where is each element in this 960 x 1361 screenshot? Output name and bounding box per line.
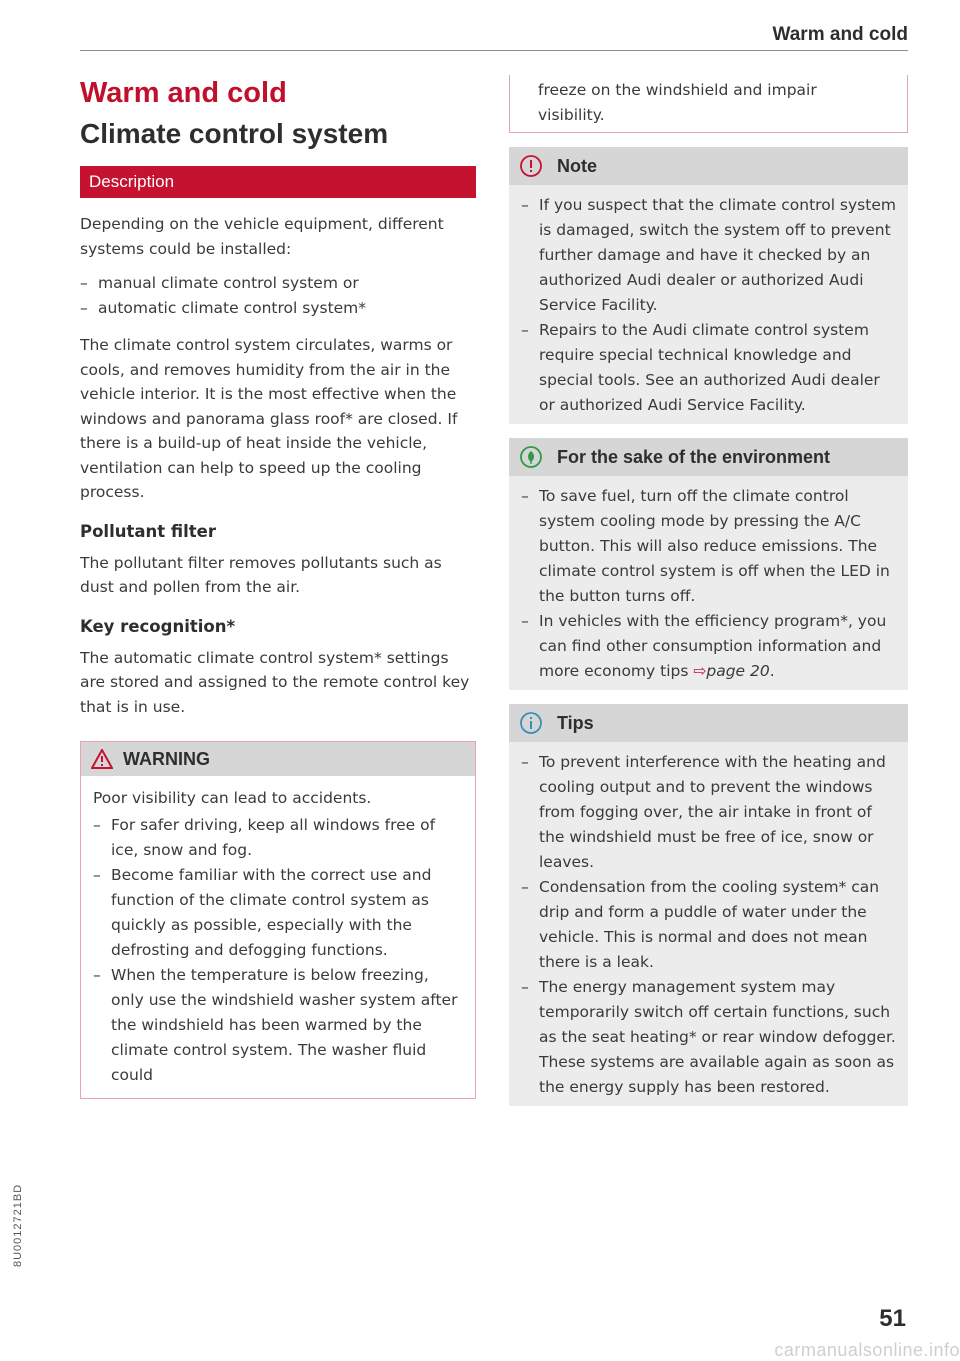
pollutant-text: The pollutant filter removes pollutants such as dust and pollen from the air. <box>80 553 442 596</box>
list-item: – To save fuel, turn off the climate control system cooling mode by pressing the A/C button. This will also reduce emissions. The climate control system is off when the LED in the button turns off. <box>521 484 896 609</box>
key-text: The automatic climate control system* settings are stored and assigned to the remote control key that is in use. <box>80 648 470 716</box>
environment-header <box>509 438 908 476</box>
note-box <box>509 147 908 424</box>
environment-box <box>509 438 908 690</box>
watermark: carmanualsonline.info <box>774 1340 960 1360</box>
description-bar: Description <box>80 166 476 198</box>
header-rule <box>80 50 908 51</box>
list-item <box>521 609 896 684</box>
page-reference-link[interactable]: page 20 <box>706 662 770 680</box>
list-item: – Repairs to the Audi climate control system require special technical knowledge and special tools. See an authorized Audi dealer or authorized Audi Service Facility. <box>521 318 896 418</box>
chapter-title: Warm and cold <box>80 77 287 109</box>
list-item: – automatic climate control system* <box>80 296 476 321</box>
warning-lead: Poor visibility can lead to accidents. <box>93 789 372 807</box>
intro-text: Depending on the vehicle equipment, different systems could be installed: <box>80 215 444 258</box>
environment-leaf-icon <box>519 445 543 469</box>
environment-title: For the sake of the environment <box>557 446 831 467</box>
tips-header <box>509 704 908 742</box>
environment-list <box>521 484 896 684</box>
warning-title: WARNING <box>123 748 210 769</box>
list-item-text: In vehicles with the efficiency program*, you can find other consumption information and more economy tips <box>539 612 887 680</box>
note-list <box>521 193 896 418</box>
list-item: – The energy management system may temporarily switch off certain functions, such as the seat heating* or rear window defogger. These systems are available again as soon as the energy supply has been restored. <box>521 975 896 1100</box>
list-item: – Condensation from the cooling system* can drip and form a puddle of water under the vehicle. This is normal and does not mean there is a leak. <box>521 875 896 975</box>
info-circle-icon <box>519 711 543 735</box>
warning-list <box>93 813 463 1088</box>
list-item: – manual climate control system or <box>80 271 476 296</box>
list-item: – Become familiar with the correct use and function of the climate control system as quickly as possible, especially with the defrosting and defogging functions. <box>93 863 463 963</box>
key-heading: Key recognition* <box>80 616 236 636</box>
document-code: 8U0012721BD <box>12 1183 24 1267</box>
exclamation-circle-icon <box>519 154 543 178</box>
running-header: Warm and cold <box>772 24 908 45</box>
left-column <box>80 70 476 1099</box>
section-title: Climate control system <box>80 118 389 149</box>
warning-body <box>81 776 475 1098</box>
tips-body <box>509 742 908 1106</box>
body-text: The climate control system circulates, warms or cools, and removes humidity from the air in the vehicle interior. It is the most effective when the windows and panorama glass roof* are closed. If there is a build-up of heat inside the vehicle, ventilation can help to speed up the cooling process. <box>80 336 458 501</box>
page-number: 51 <box>879 1305 906 1332</box>
list-item: – When the temperature is below freezing, only use the windshield washer system after the windshield has been warmed by the climate control system. The washer fluid could <box>93 963 463 1088</box>
tips-list <box>521 750 896 1100</box>
right-column <box>509 75 908 1106</box>
warning-continued <box>509 75 908 133</box>
reference-arrow: ⇨ <box>693 662 707 680</box>
systems-list <box>80 271 476 321</box>
tips-box <box>509 704 908 1106</box>
environment-body <box>509 476 908 690</box>
note-header <box>509 147 908 185</box>
warning-triangle-icon <box>91 749 113 769</box>
warning-continued-text: freeze on the windshield and impair visibility. <box>538 81 817 124</box>
list-item: – For safer driving, keep all windows free of ice, snow and fog. <box>93 813 463 863</box>
list-item: – To prevent interference with the heating and cooling output and to prevent the windows from fogging over, the air intake in front of the windshield must be free of ice, snow or leaves. <box>521 750 896 875</box>
note-title: Note <box>557 155 597 176</box>
tips-title: Tips <box>557 712 594 733</box>
note-body <box>509 185 908 424</box>
reference-end: . <box>769 662 775 680</box>
list-item: – If you suspect that the climate control system is damaged, switch the system off to prevent further damage and have it checked by an authorized Audi dealer or authorized Audi Service Facility. <box>521 193 896 318</box>
warning-box <box>80 741 476 1099</box>
warning-header <box>81 742 475 776</box>
pollutant-heading: Pollutant filter <box>80 521 216 541</box>
